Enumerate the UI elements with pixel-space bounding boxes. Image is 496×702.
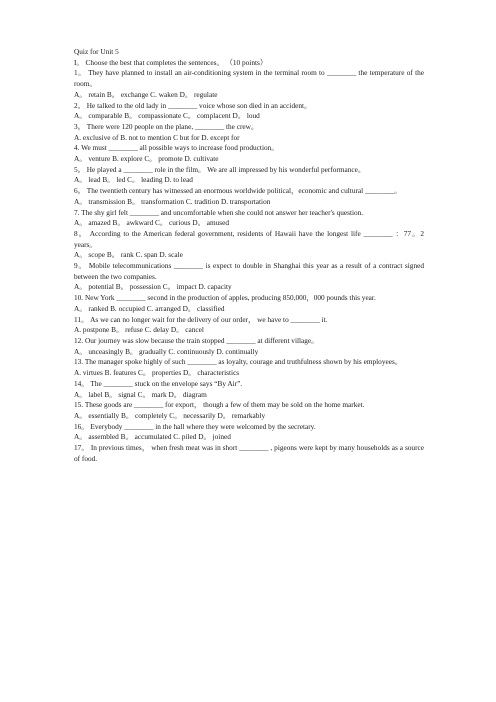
options-line: A. postpone B。 refuse C. delay D。 cancel (74, 325, 204, 335)
question-line: 17。 In previous times， when fresh meat was in short ________ , pigeons were kept by many households as a source of food. (74, 443, 424, 463)
options-line: A。 transmission B。 transformation C. tradition D. transportation (74, 196, 271, 206)
question-line: 6。 The twentieth century has witnessed an enormous worldwide political，economic and cultural ________。 (74, 186, 402, 196)
quiz-title: Quiz for Unit 5 (74, 47, 119, 56)
options-line: A。 amazed B。 awkward C。 curious D。 amused (74, 218, 230, 228)
options-line: A。 potential B。 possession C。 impact D. capacity (74, 282, 232, 292)
question-line: 12. Our journey was slow because the train stopped ________ at different village。 (74, 335, 319, 345)
options-line: A. virtues B. features C。 properties D。 characteristics (74, 368, 240, 378)
options-line: A. exclusive of B. not to mention C but for D. except for (74, 132, 240, 142)
question-line: 14。 The ________ stuck on the envelope says “By Air”. (74, 378, 243, 388)
question-line: 3。 There were 120 people on the plane, ________ the crew。 (74, 121, 259, 131)
quiz-content (74, 47, 424, 464)
options-line: A。 essentially B。 completely C。 necessarily D。 remarkably (74, 410, 266, 420)
question-line: 13. The manager spoke highly of such ________ as loyalty, courage and truthfulness shown by his employees。 (74, 357, 403, 367)
question-line: 9。 Mobile telecommunications ________ is expect to double in Shanghai this year as a result of a contract signed between the two companies. (74, 261, 424, 281)
options-line: A。 ranked B. occupied C. arranged D。 classified (74, 303, 225, 313)
question-line: 16。 Everybody ________ in the hall where they were welcomed by the secretary. (74, 421, 316, 431)
section-heading: I。 Choose the best that completes the sentences。 （10 points） (74, 57, 268, 67)
options-line: A。 assembled B。 accumulated C. piled D。 joined (74, 432, 231, 442)
question-line: 11。 As we can no longer wait for the delivery of our order， we have to ________ it. (74, 314, 328, 324)
question-line: 10. New York ________ second in the production of apples, producing 850,000，000 pounds this year. (74, 293, 376, 303)
options-line: A。 lead B。 led C。 leading D. to lead (74, 175, 193, 185)
question-line: 5。 He played a ________ role in the film。 We are all impressed by his wonderful performance。 (74, 164, 366, 174)
options-line: A。 label B。 signal C。 mark D。 diagram (74, 389, 207, 399)
question-line: 15. These goods are ________ for export， though a few of them may be sold on the home market. (74, 400, 365, 410)
options-line: A。 unceasingly B。 gradually C. continuously D. continually (74, 346, 259, 356)
options-line: A。 retain B。 exchange C. waken D。 regulate (74, 89, 218, 99)
question-line: 8。 According to the American federal government, residents of Hawaii have the longest life ________ ：77。2 years。 (74, 228, 424, 249)
question-line: 4. We must ________ all possible ways to increase food production。 (74, 143, 279, 153)
question-line: 1。 They have planned to install an air-conditioning system in the terminal room to ________ the temperature of the room。 (74, 68, 424, 89)
question-line: 2。 He talked to the old lady in ________ voice whose son died in an accident。 (74, 100, 312, 110)
options-line: A。 venture B. explore C。 promote D. cultivate (74, 154, 219, 164)
options-line: A。 scope B。 rank C. span D. scale (74, 250, 183, 260)
question-line: 7. The shy girl felt ________ and uncomfortable when she could not answer her teacher's question. (74, 207, 364, 217)
options-line: A。 comparable B。 compassionate C。 complacent D。 loud (74, 111, 260, 121)
